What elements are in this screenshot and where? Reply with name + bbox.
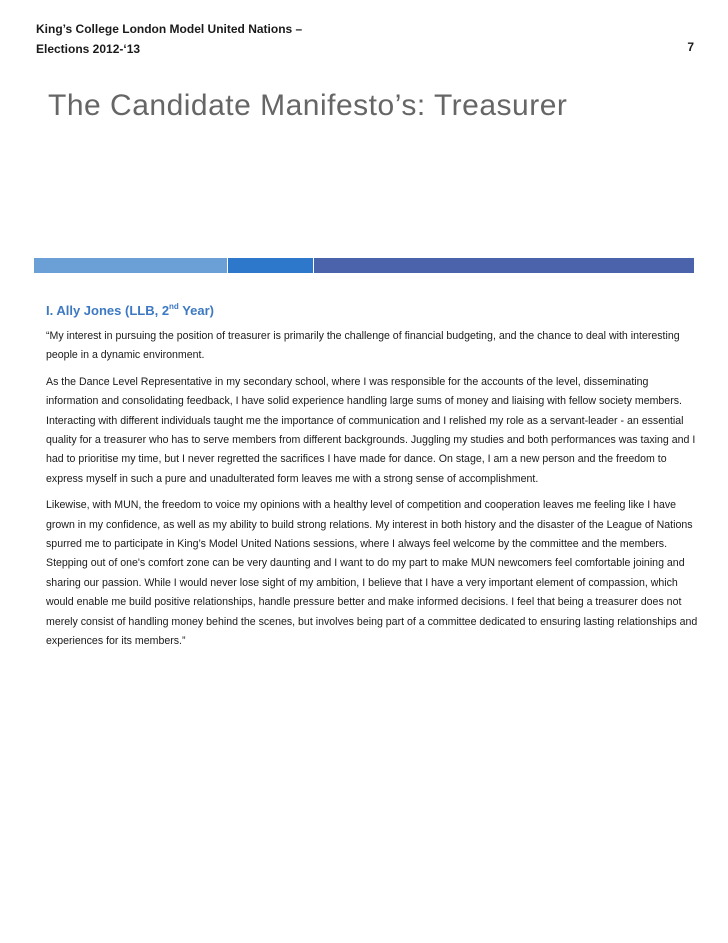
- color-bar-segment-mid: [228, 258, 313, 273]
- manifesto-paragraph: “My interest in pursuing the position of treasurer is primarily the challenge of financial budgeting, and the chance to deal with interesting people in a dynamic environment.: [46, 330, 680, 362]
- header-line-2: Elections 2012-‘13: [36, 42, 141, 56]
- candidate-heading-prefix: I. Ally Jones (LLB, 2: [46, 303, 170, 318]
- candidate-heading-superscript: nd: [169, 302, 179, 311]
- decorative-color-bar: [34, 258, 694, 273]
- candidate-heading-suffix: Year): [178, 303, 215, 318]
- header-line-1: King’s College London Model United Nations –: [36, 22, 303, 36]
- running-header: [36, 19, 302, 59]
- page-title: The Candidate Manifesto’s: Treasurer: [48, 89, 568, 122]
- color-bar-segment-light: [34, 258, 227, 273]
- page-number: 7: [687, 40, 694, 54]
- manifesto-paragraph: Likewise, with MUN, the freedom to voice my opinions with a healthy level of competition and cooperation leaves me feeling like I have grown in my confidence, as well as my ability to build strong relations. My interest in both history and the disaster of the League of Nations spurred me to participate in King’s Model United Nations sessions, where I always feel welcome by the committee and the members. Stepping out of one's comfort zone can be very daunting and I want to do my part to make MUN newcomers feel comfortable joining and sharing our passion. While I would never lose sight of my ambition, I believe that I have a very important element of compassion, which would enable me build positive relationships, handle pressure better and make informed decisions. I feel that being a treasurer does not merely consist of handling money behind the scenes, but involves being part of a committee dedicated to ensuring lasting relationships and experiences for its members.”: [46, 499, 698, 648]
- candidate-heading: [46, 298, 214, 320]
- manifesto-paragraph: As the Dance Level Representative in my secondary school, where I was responsible for the accounts of the level, disseminating information and consolidating feedback, I have solid experience handling large sums of money and liaising with fellow society members. Interacting with different individuals taught me the importance of communication and I relished my role as a servant-leader - an essential quality for a treasurer who has to serve members from different backgrounds. Juggling my studies and both performances was taxing and I had to prioritise my time, but I never regretted the sacrifices I have made for dance. On stage, I am a new person and the freedom to express myself in such a pure and unadulterated form leaves me with a strong sense of accomplishment.: [46, 375, 696, 485]
- color-bar-segment-dark: [314, 258, 694, 273]
- manifesto-body: [46, 327, 700, 659]
